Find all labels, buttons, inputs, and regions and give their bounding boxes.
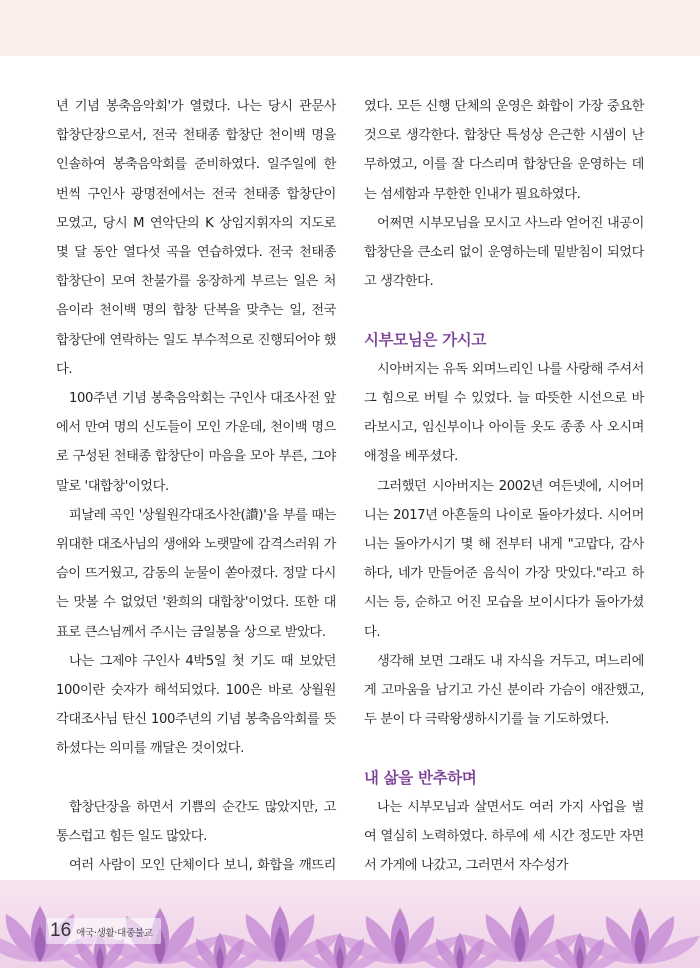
section-heading: 내 삶을 반추하며 [364, 768, 477, 787]
page-folio [46, 918, 161, 944]
body-paragraph: 여러 사람이 모인 단체이다 보니, 화합을 깨뜨리 [69, 858, 336, 874]
body-paragraph: 그러했던 시아버지는 2002년 여든넷에, 시어머니는 2017년 아흔둘의 나이로 돌아가셨다. 시어머니는 돌아가시기 몇 해 전부터 내게 "고맙다, 감사하다, 네가 만들어준 음식이 가장 맛있다."라고 하시는 등, 순하고 어진 모습을 보이시다가 돌아가셨다. [364, 478, 644, 640]
body-paragraph: 어쩌면 시부모님을 모시고 사느라 얻어진 내공이 합창단을 큰소리 없이 운영하는데 밑받침이 되었다고 생각한다. [364, 215, 644, 290]
paragraph-gap [364, 734, 644, 763]
paragraph-gap [364, 296, 644, 325]
paragraph-gap [56, 764, 336, 793]
left-text-column [56, 92, 336, 910]
body-paragraph: 100주년 기념 봉축음악회는 구인사 대조사전 앞에서 만여 명의 신도들이 모인 가운데, 천이백 명으로 구성된 천태종 합창단이 마음을 모아 부른, 그야말로 '대합창'이었다. [56, 391, 336, 494]
body-paragraph: 년 기념 봉축음악회'가 열렸다. 나는 당시 관문사 합창단장으로서, 전국 천태종 합창단 천이백 명을 인솔하여 봉축음악회를 준비하였다. 일주일에 한 번씩 구인사 광명전에서는 전국 천태종 합창단이 모였고, 당시 M 연악단의 K 상임지휘자의 지도로 몇 달 동안 열다섯 곡을 연습하였다. 전국 천태종 합창단이 모여 찬불가를 웅장하게 부르는 일은 처음이라 천이백 명의 합창 단복을 맞추는 일, 전국 합창단에 연락하는 일도 부수적으로 진행되어야 했다. [56, 99, 336, 377]
body-paragraph: 나는 시부모님과 살면서도 여러 가지 사업을 벌여 열심히 노력하였다. 하루에 세 시간 정도만 자면서 가게에 나갔고, 그러면서 자수성가 [364, 799, 644, 874]
magazine-name: 애국·생활·대중불교 [76, 928, 153, 939]
page-number: 16 [50, 920, 72, 941]
body-paragraph: 시아버지는 유독 외며느리인 나를 사랑해 주셔서 그 힘으로 버틸 수 있었다. 늘 따뜻한 시선으로 바라보시고, 임신부이나 아이들 옷도 종종 사 오시며 애정을 베푸셨다. [364, 361, 644, 465]
body-paragraph: 피날레 곡인 '상월원각대조사찬(讚)'을 부를 때는 위대한 대조사님의 생애와 노랫말에 감격스러워 가슴이 뜨거웠고, 감동의 눈물이 쏟아졌다. 정말 다시는 맛볼 수 없었던 '환희의 대합창'이었다. 또한 대표로 큰스님께서 주시는 금일봉을 상으로 받았다. [56, 507, 336, 640]
right-text-column [364, 92, 644, 880]
body-paragraph: 나는 그제야 구인사 4박5일 첫 기도 때 보았던 100이란 숫자가 해석되었다. 100은 바로 상월원각대조사님 탄신 100주년의 기념 봉축음악회를 뜻하셨다는 의미를 깨달은 것이었다. [56, 653, 336, 757]
body-paragraph: 합창단장을 하면서 기쁨의 순간도 많았지만, 고통스럽고 힘든 일도 많았다. [56, 799, 336, 845]
body-paragraph: 였다. 모든 신행 단체의 운영은 화합이 가장 중요한 것으로 생각한다. 합창단 특성상 은근한 시샘이 난무하였고, 이를 잘 다스리며 합창단을 운영하는 데는 섬세함과 무한한 인내가 필요하였다. [364, 99, 644, 202]
top-header-band [0, 0, 700, 56]
body-paragraph: 생각해 보면 그래도 내 자식을 거두고, 며느리에게 고마움을 남기고 가신 분이라 가슴이 애잔했고, 두 분이 다 극락왕생하시기를 늘 기도하였다. [364, 653, 644, 728]
section-heading: 시부모님은 가시고 [364, 330, 486, 349]
